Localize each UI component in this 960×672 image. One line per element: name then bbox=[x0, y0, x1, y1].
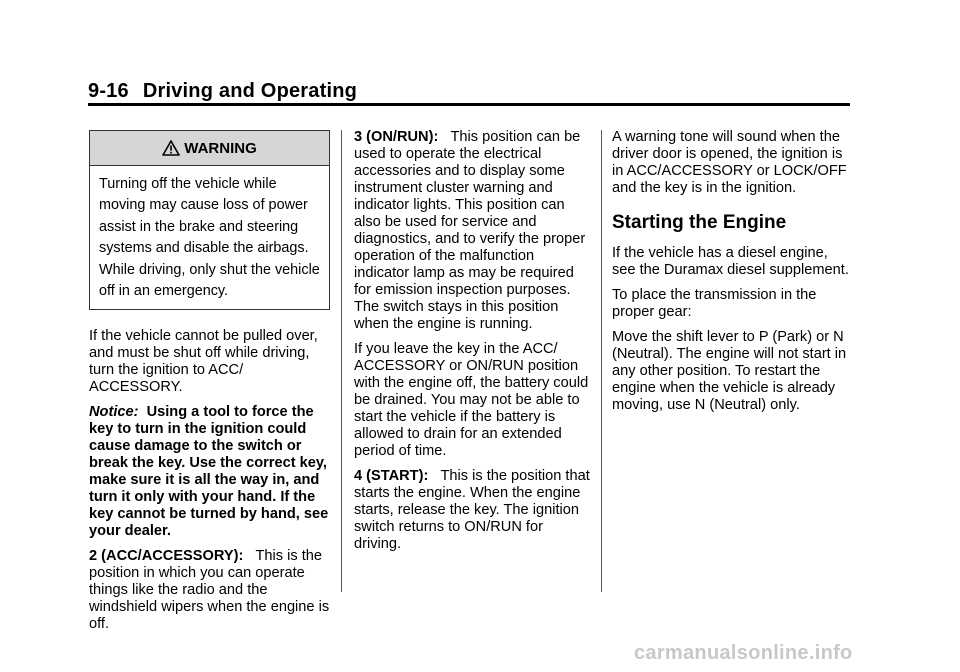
warning-header bbox=[90, 131, 329, 166]
paragraph: To place the transmission in the proper gear: bbox=[612, 287, 817, 320]
notice-paragraph bbox=[89, 404, 331, 540]
paragraph: If the vehicle has a diesel engine, see the Duramax diesel supplement. bbox=[612, 245, 849, 278]
header-rule bbox=[88, 103, 850, 106]
acc-text: This is the position in which you can operate things like the radio and the windshield wipers when the engine is off. bbox=[89, 548, 330, 633]
acc-label: 2 (ACC/ACCESSORY): bbox=[89, 548, 244, 565]
warning-box bbox=[89, 130, 330, 310]
paragraph: If the vehicle cannot be pulled over, and must be shut off while driving, turn the ignition to ACC/ ACCESSORY. bbox=[89, 328, 318, 396]
page-number: 9-16 bbox=[88, 80, 129, 102]
column-divider bbox=[341, 130, 342, 592]
start-text: This is the position that starts the engine. When the engine starts, release the key. The ignition switch returns to ON/RUN for driving. bbox=[354, 468, 590, 552]
column-middle bbox=[354, 129, 590, 561]
watermark: carmanualsonline.info bbox=[634, 642, 853, 664]
column-left bbox=[89, 130, 331, 641]
notice-label: Notice: bbox=[89, 404, 139, 421]
column-right bbox=[612, 129, 852, 422]
warning-text: Turning off the vehicle while moving may cause loss of power assist in the brake and steering systems and disable the airbags. While driving, only shut the vehicle off in an emergency. bbox=[99, 176, 320, 300]
section-title: Driving and Operating bbox=[142, 80, 358, 102]
paragraph: If you leave the key in the ACC/ ACCESSORY or ON/RUN position with the engine off, the battery could be drained. You may not be able to start the vehicle if the battery is allowed to drain for an extended period of time. bbox=[354, 341, 589, 459]
paragraph: Move the shift lever to P (Park) or N (Neutral). The engine will not start in any other position. To restart the engine when the vehicle is already moving, use N (Neutral) only. bbox=[612, 329, 847, 413]
on-paragraph bbox=[354, 129, 590, 333]
column-divider bbox=[601, 130, 602, 592]
notice-text: Using a tool to force the key to turn in the ignition could cause damage to the switch or break the key. Use the correct key, make sure it is all the way in, and turn it only with your hand. If the key cannot be turned by hand, see your dealer. bbox=[89, 404, 329, 540]
paragraph: A warning tone will sound when the driver door is opened, the ignition is in ACC/ACCESSORY or LOCK/OFF and the key is in the ignition. bbox=[612, 129, 847, 196]
page-header bbox=[88, 80, 357, 103]
section-heading: Starting the Engine bbox=[612, 212, 787, 233]
start-label: 4 (START): bbox=[354, 468, 429, 484]
acc-paragraph bbox=[89, 548, 331, 633]
on-text: This position can be used to operate the electrical accessories and to display some instrument cluster warning and indicator lights. This position can also be used for service and diagnostics, and to verify the proper operation of the malfunction indicator lamp as may be required for emission inspection purposes. The switch stays in this position when the engine is running. bbox=[354, 129, 586, 332]
warning-triangle-icon bbox=[162, 140, 180, 156]
warning-title: WARNING bbox=[184, 139, 257, 157]
on-label: 3 (ON/RUN): bbox=[354, 129, 439, 145]
start-paragraph bbox=[354, 468, 590, 553]
